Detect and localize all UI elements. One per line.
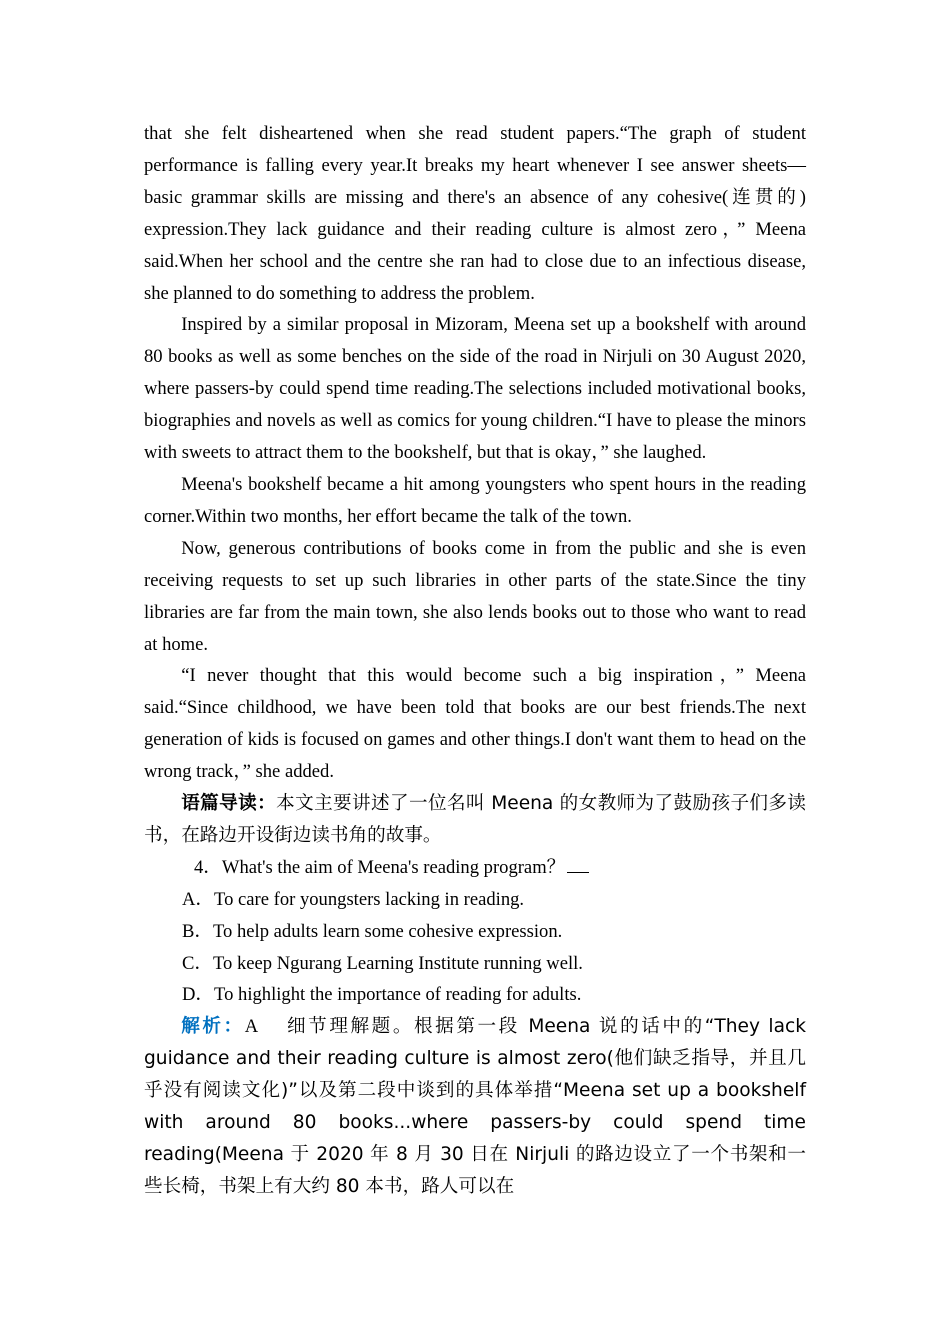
option-b: B．To help adults learn some cohesive expression.: [182, 920, 563, 942]
passage-paragraph-3: Meena's bookshelf became a hit among youngsters who spent hours in the reading corner.Within two months, her effort became the talk of the town.: [144, 473, 806, 527]
question-number: 4．: [194, 856, 222, 878]
question-stem: [144, 852, 806, 884]
passage-paragraph-2: Inspired by a similar proposal in Mizoram, Meena set up a bookshelf with around 80 books as well as some benches on the side of the road in Nirjuli on 30 August 2020, where passers-by could spend time reading.The selections included motivational books, biographies and novels as well as comics for young children.“I have to please the minors with sweets to attract them to the bookshelf, but that is okay，” she laughed.: [144, 314, 806, 464]
analysis-text: 细节理解题。根据第一段 Meena 说的话中的“They lack guidance and their reading culture is almost zero(他们缺乏指导，并且几乎没有阅读文化)”以及第二段中谈到的具体举措“Meena set up a bookshelf with around 80 books...where passers-by could spend time reading(Meena 于 2020 年 8 月 30 日在 Nirjuli 的路边设立了一个书架和一些长椅，书架上有大约 80 本书，路人可以在: [144, 1016, 806, 1197]
passage-guide-text: 本文主要讲述了一位名叫 Meena 的女教师为了鼓励孩子们多读书，在路边开设街边读书角的故事。: [144, 793, 806, 846]
passage-paragraph-5: “I never thought that this would become such a big inspiration，” Meena said.“Since childhood, we have been told that books are our best friends.The next generation of kids is focused on games and other things.I don't want them to head on the wrong track，” she added.: [144, 665, 806, 783]
option-a: A．To care for youngsters lacking in reading.: [182, 888, 525, 910]
passage-paragraph-4: Now, generous contributions of books come in from the public and she is even receiving requests to set up such libraries in other parts of the state.Since the tiny libraries are far from the main town, she also lends books out to those who want to read at home.: [144, 537, 806, 655]
option-d: D．To highlight the importance of reading for adults.: [182, 984, 582, 1006]
document-page: [144, 118, 806, 1203]
analysis-answer: A: [244, 1016, 259, 1038]
passage-paragraph-1: that she felt disheartened when she read student papers.“The graph of student performance is falling every year.It breaks my heart whenever I see answer sheets—basic grammar skills are missing and there's an absence of any cohesive(连贯的) expression.They lack guidance and their reading culture is almost zero，” Meena said.When her school and the centre she ran had to close due to an infectious disease, she planned to do something to address the problem.: [144, 123, 806, 304]
option-c: C．To keep Ngurang Learning Institute running well.: [182, 952, 583, 974]
answer-blank: [567, 853, 589, 873]
passage-guide: [144, 788, 806, 852]
analysis-label: 解析：: [181, 1016, 245, 1038]
analysis: [144, 1011, 806, 1202]
passage-guide-label: 语篇导读：: [181, 793, 277, 815]
question-text: What's the aim of Meena's reading program？: [221, 856, 566, 878]
